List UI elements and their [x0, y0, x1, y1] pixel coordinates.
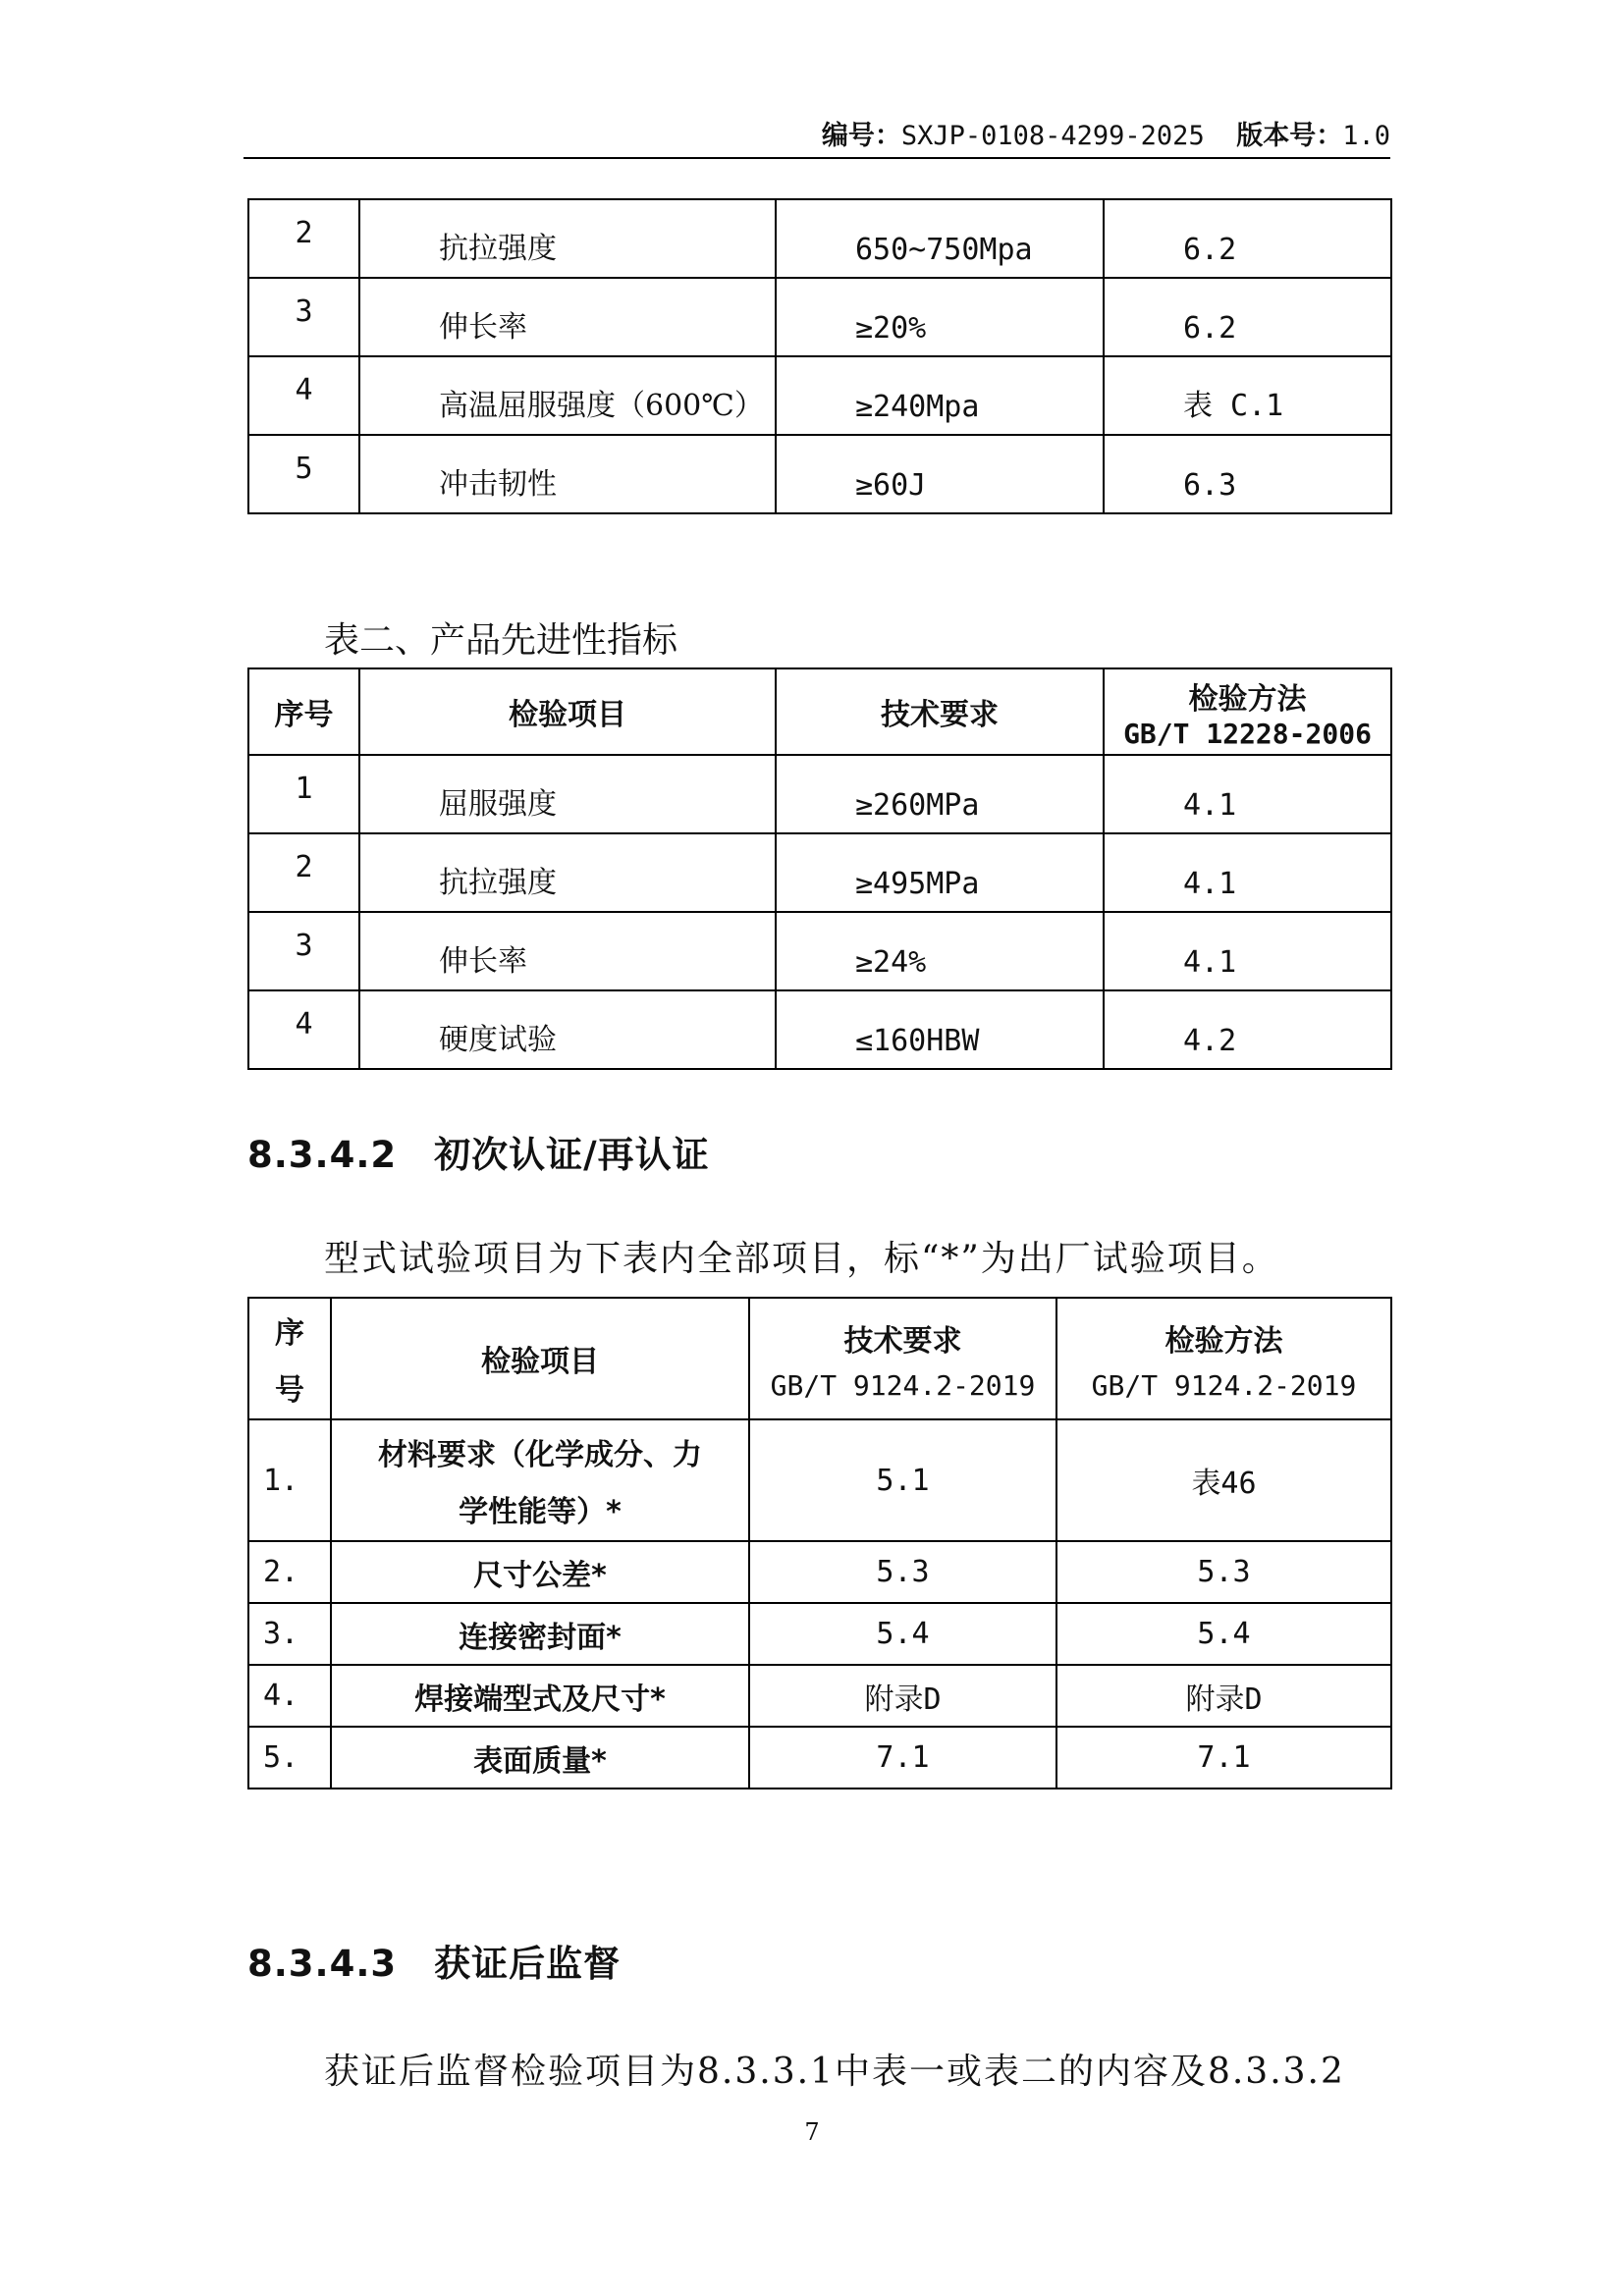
- row-method: 表46: [1056, 1419, 1391, 1541]
- row-item: 表面质量*: [331, 1727, 749, 1789]
- row-item: 伸长率: [359, 912, 776, 990]
- col-header-method: [1056, 1298, 1391, 1419]
- row-req: 5.4: [749, 1603, 1056, 1665]
- col-header-req-label: 技术要求: [843, 1323, 962, 1359]
- table-type-tests: [247, 1297, 1392, 1789]
- table-advanced-indicators: [247, 667, 1392, 1070]
- row-no: 4: [248, 356, 359, 435]
- row-req: 附录D: [749, 1665, 1056, 1727]
- row-no: 5: [248, 435, 359, 513]
- table-header-row: [248, 668, 1391, 755]
- row-item: 伸长率: [359, 278, 776, 356]
- doc-code: SXJP-0108-4299-2025: [900, 121, 1205, 151]
- table-row: [248, 1603, 1391, 1665]
- row-method: 5.4: [1056, 1603, 1391, 1665]
- col-header-item: 检验项目: [359, 668, 776, 755]
- table-row: [248, 199, 1391, 278]
- col-header-method-std: GB/T 9124.2-2019: [1091, 1368, 1357, 1402]
- table2-caption: 表二、产品先进性指标: [324, 620, 678, 661]
- col-header-req: [749, 1298, 1056, 1419]
- col-header-no-line2: 号: [275, 1373, 304, 1408]
- col-header-item: 检验项目: [331, 1298, 749, 1419]
- row-item: 屈服强度: [359, 755, 776, 833]
- row-no: 3.: [248, 1603, 331, 1665]
- section-8342-intro: 型式试验项目为下表内全部项目，标“*”为出厂试验项目。: [324, 1239, 1279, 1279]
- col-header-method-label: 检验方法: [1164, 1323, 1283, 1359]
- version-label: 版本号：: [1236, 121, 1343, 151]
- row-item: [331, 1419, 749, 1541]
- table-continued: [247, 198, 1392, 514]
- row-req: ≤160HBW: [776, 990, 1104, 1069]
- row-item-line1: 材料要求（化学成分、力: [378, 1438, 702, 1472]
- table-row: [248, 1665, 1391, 1727]
- row-item: 冲击韧性: [359, 435, 776, 513]
- row-item: 焊接端型式及尺寸*: [331, 1665, 749, 1727]
- row-no: 2: [248, 199, 359, 278]
- col-header-method-std: GB/T 12228-2006: [1123, 717, 1372, 750]
- table-row: [248, 990, 1391, 1069]
- row-no: 1: [248, 755, 359, 833]
- row-no: 1.: [248, 1419, 331, 1541]
- row-item: 连接密封面*: [331, 1603, 749, 1665]
- col-header-method-label: 检验方法: [1188, 681, 1307, 717]
- row-method: 5.3: [1056, 1541, 1391, 1603]
- table-row: [248, 435, 1391, 513]
- row-item: 抗拉强度: [359, 833, 776, 912]
- row-no: 2.: [248, 1541, 331, 1603]
- version-number: 1.0: [1342, 121, 1390, 151]
- col-header-method: [1104, 668, 1391, 755]
- row-req: 5.1: [749, 1419, 1056, 1541]
- row-req: ≥260MPa: [776, 755, 1104, 833]
- table-row: [248, 278, 1391, 356]
- page-number: 7: [804, 2118, 820, 2146]
- row-no: 3: [248, 278, 359, 356]
- row-method: 7.1: [1056, 1727, 1391, 1789]
- row-method: 4.1: [1104, 833, 1391, 912]
- table-row: [248, 1727, 1391, 1789]
- table-row: [248, 356, 1391, 435]
- row-no: 4.: [248, 1665, 331, 1727]
- row-method: 6.2: [1104, 278, 1391, 356]
- row-no: 3: [248, 912, 359, 990]
- row-method: 4.1: [1104, 755, 1391, 833]
- table-row: [248, 1419, 1391, 1541]
- row-no: 2: [248, 833, 359, 912]
- col-header-no: 序号: [248, 668, 359, 755]
- row-req: 650~750Mpa: [776, 199, 1104, 278]
- row-req: ≥20%: [776, 278, 1104, 356]
- table-row: [248, 1541, 1391, 1603]
- row-no: 5.: [248, 1727, 331, 1789]
- row-method: 附录D: [1056, 1665, 1391, 1727]
- section-heading-8343: 8.3.4.3 获证后监督: [247, 1943, 622, 1985]
- row-item-line2: 学性能等）*: [459, 1495, 622, 1529]
- row-req: ≥24%: [776, 912, 1104, 990]
- doc-code-label: 编号：: [821, 121, 901, 151]
- page-header: [244, 116, 1390, 159]
- section-8343-para: 获证后监督检验项目为8.3.3.1中表一或表二的内容及8.3.3.2: [324, 2052, 1345, 2092]
- row-method: 6.3: [1104, 435, 1391, 513]
- row-method: 4.1: [1104, 912, 1391, 990]
- row-item: 尺寸公差*: [331, 1541, 749, 1603]
- col-header-no-line1: 序: [275, 1316, 304, 1351]
- table-row: [248, 833, 1391, 912]
- row-req: 5.3: [749, 1541, 1056, 1603]
- row-req: ≥60J: [776, 435, 1104, 513]
- row-item: 高温屈服强度（600℃）: [359, 356, 776, 435]
- col-header-req: 技术要求: [776, 668, 1104, 755]
- row-item: 抗拉强度: [359, 199, 776, 278]
- row-req: ≥240Mpa: [776, 356, 1104, 435]
- row-method: 6.2: [1104, 199, 1391, 278]
- table-row: [248, 755, 1391, 833]
- row-method: 4.2: [1104, 990, 1391, 1069]
- row-item: 硬度试验: [359, 990, 776, 1069]
- row-no: 4: [248, 990, 359, 1069]
- col-header-no: [248, 1298, 331, 1419]
- section-heading-8342: 8.3.4.2 初次认证/再认证: [247, 1134, 710, 1176]
- row-req: ≥495MPa: [776, 833, 1104, 912]
- row-req: 7.1: [749, 1727, 1056, 1789]
- col-header-req-std: GB/T 9124.2-2019: [770, 1368, 1036, 1402]
- table-header-row: [248, 1298, 1391, 1419]
- row-method: 表 C.1: [1104, 356, 1391, 435]
- table-row: [248, 912, 1391, 990]
